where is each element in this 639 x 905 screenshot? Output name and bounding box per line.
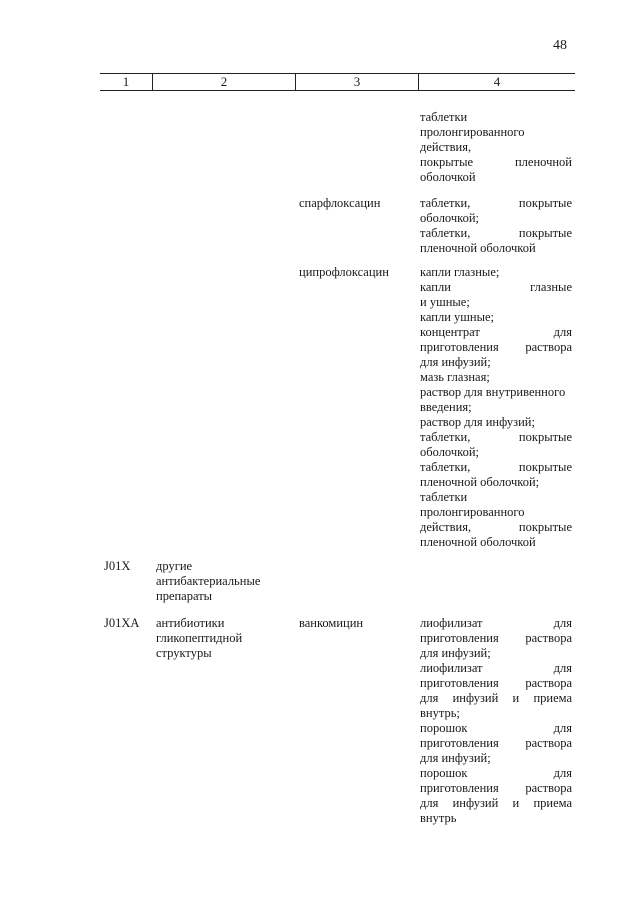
dosage-form-line: для инфузий и приема [420, 691, 572, 705]
dosage-form-line: для инфузий и приема [420, 796, 572, 810]
dosage-form-line: таблетки, покрытые [420, 430, 572, 444]
dosage-form-line: таблетки, покрытые [420, 460, 572, 474]
dosage-form-line: порошок для [420, 766, 572, 780]
dosage-form-line: порошок для [420, 721, 572, 735]
atc-code-line: J01XA [104, 616, 140, 630]
dosage-form-line: приготовления раствора [420, 781, 572, 795]
dosage-form-line: покрытые пленочной [420, 155, 572, 169]
dosage-form-line: пленочной оболочкой [420, 241, 536, 255]
dosage-form-line: пролонгированного [420, 505, 525, 519]
header-col-3: 3 [353, 74, 361, 89]
group-name-line: другие [156, 559, 193, 573]
atc-code-cell [104, 616, 150, 631]
group-name-line: антибактериальные [156, 574, 261, 588]
drug-name-line: ванкомицин [299, 616, 364, 630]
dosage-form-line: капли глазные; [420, 265, 500, 279]
group-name-line: препараты [156, 589, 213, 603]
dosage-form-line: для инфузий; [420, 751, 491, 765]
dosage-form-line: оболочкой [420, 170, 476, 184]
dosage-form-line: для инфузий; [420, 355, 491, 369]
page-number: 48 [553, 38, 567, 53]
dosage-form-line: приготовления раствора [420, 340, 572, 354]
dosage-form-line: внутрь [420, 811, 457, 825]
drug-name-cell [299, 616, 417, 631]
dosage-form-line: таблетки, покрытые [420, 196, 572, 210]
dosage-form-line: таблетки, покрытые [420, 226, 572, 240]
dosage-form-line: капли глазные [420, 280, 572, 294]
header-col-1: 1 [122, 74, 130, 89]
dosage-form-line: для инфузий; [420, 646, 491, 660]
dosage-form-line: капли ушные; [420, 310, 494, 324]
dosage-form-cell [420, 196, 572, 256]
drug-name-line: ципрофлоксацин [299, 265, 389, 279]
dosage-form-line: пленочной оболочкой [420, 535, 536, 549]
drug-name-cell [299, 265, 417, 280]
dosage-form-cell [420, 265, 572, 550]
dosage-form-line: оболочкой; [420, 445, 479, 459]
dosage-form-line: пленочной оболочкой; [420, 475, 540, 489]
dosage-form-line: концентрат для [420, 325, 572, 339]
dosage-form-line: приготовления раствора [420, 676, 572, 690]
dosage-form-line: раствор для инфузий; [420, 415, 535, 429]
dosage-form-line: приготовления раствора [420, 631, 572, 645]
drug-name-line: спарфлоксацин [299, 196, 381, 210]
group-name-line: антибиотики [156, 616, 225, 630]
dosage-form-line: пролонгированного [420, 125, 525, 139]
header-col-2: 2 [220, 74, 228, 89]
dosage-form-line: действия, покрытые [420, 520, 572, 534]
dosage-form-line: оболочкой; [420, 211, 479, 225]
group-name-line: структуры [156, 646, 212, 660]
group-name-cell [156, 616, 296, 661]
atc-code-cell [104, 559, 150, 574]
dosage-form-cell [420, 110, 572, 185]
dosage-form-line: таблетки [420, 490, 468, 504]
dosage-form-cell [420, 616, 572, 826]
drug-name-cell [299, 196, 417, 211]
dosage-form-line: приготовления раствора [420, 736, 572, 750]
dosage-form-line: и ушные; [420, 295, 470, 309]
dosage-form-line: лиофилизат для [420, 616, 572, 630]
group-name-line: гликопептидной [156, 631, 243, 645]
dosage-form-line: введения; [420, 400, 472, 414]
group-name-cell [156, 559, 296, 604]
table-header [100, 73, 575, 91]
dosage-form-line: раствор для внутривенного [420, 385, 566, 399]
dosage-form-line: таблетки [420, 110, 468, 124]
dosage-form-line: мазь глазная; [420, 370, 490, 384]
dosage-form-line: внутрь; [420, 706, 460, 720]
header-col-4: 4 [493, 74, 501, 89]
dosage-form-line: лиофилизат для [420, 661, 572, 675]
dosage-form-line: действия, [420, 140, 472, 154]
atc-code-line: J01X [104, 559, 131, 573]
